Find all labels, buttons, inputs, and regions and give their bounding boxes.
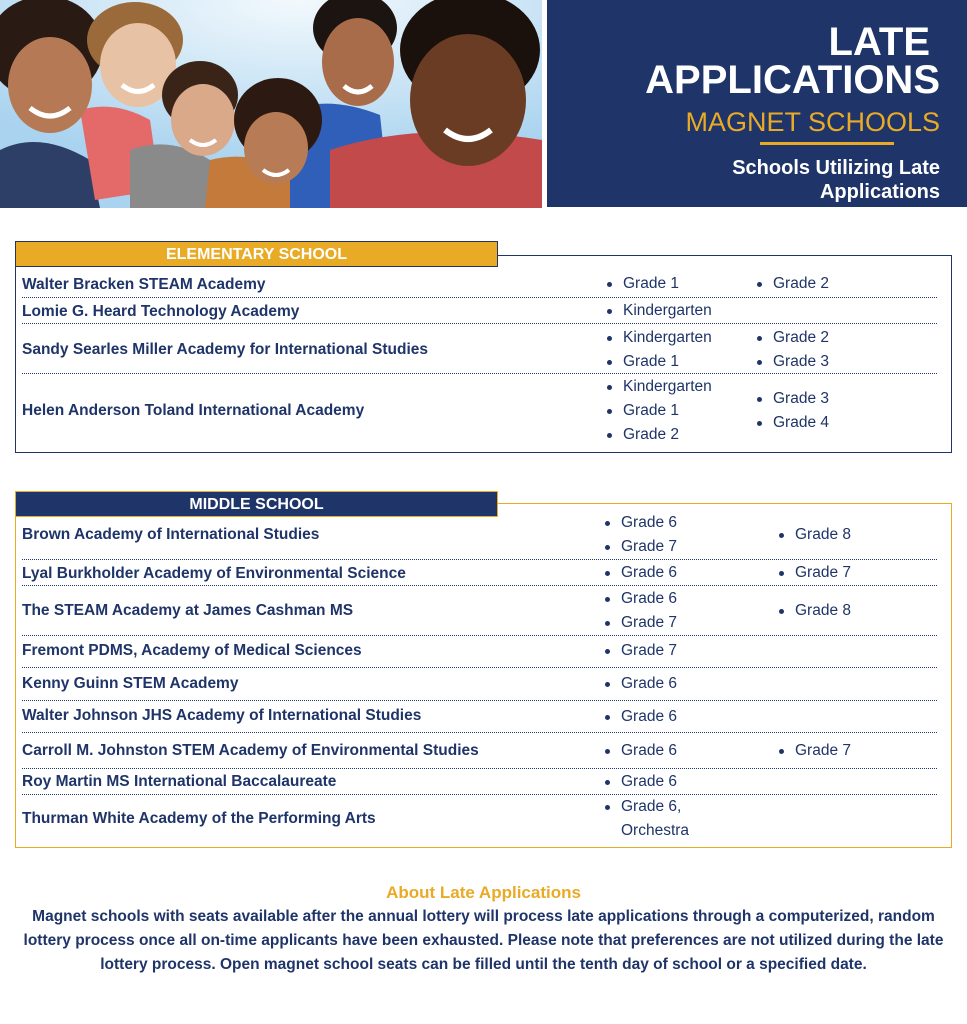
grade-list [777, 739, 851, 763]
grade-list [603, 672, 677, 696]
school-name: Lyal Burkholder Academy of Environmental Science [22, 565, 406, 582]
grade-item: Grade 1 [605, 350, 712, 374]
grade-item: Grade 6 [603, 561, 677, 585]
grade-item: Kindergarten [605, 326, 712, 350]
school-name: Thurman White Academy of the Performing Arts [22, 810, 376, 827]
school-row [22, 769, 937, 795]
grade-item: Grade 2 [605, 423, 712, 447]
grade-list [603, 770, 677, 794]
grade-item: Grade 2 [755, 326, 829, 350]
grade-item: Grade 6 [603, 739, 677, 763]
grade-item: Grade 6 [603, 705, 677, 729]
grade-item: Grade 6 [603, 511, 677, 535]
middle-section-label: MIDDLE SCHOOL [15, 491, 498, 517]
grade-item: Grade 7 [603, 611, 677, 635]
school-name: Carroll M. Johnston STEM Academy of Environmental Studies [22, 742, 479, 759]
grade-item: Grade 7 [603, 639, 677, 663]
grade-list [777, 599, 851, 623]
title-line-1: LATE [828, 20, 930, 64]
tagline: Schools Utilizing Late Applications [732, 157, 940, 203]
grade-list [603, 587, 677, 635]
school-name: The STEAM Academy at James Cashman MS [22, 602, 354, 619]
grade-list [755, 387, 829, 435]
school-name: Lomie G. Heard Technology Academy [22, 303, 300, 320]
school-name: Fremont PDMS, Academy of Medical Sciences [22, 642, 362, 659]
grade-item: Grade 1 [605, 399, 712, 423]
grade-list [777, 561, 851, 585]
grade-item: Grade 7 [777, 561, 851, 585]
school-name: Kenny Guinn STEM Academy [22, 675, 239, 692]
grade-item: Grade 8 [777, 523, 851, 547]
school-row [22, 374, 937, 448]
subtitle-underline [760, 142, 894, 145]
about-title: About Late Applications [386, 883, 581, 902]
school-row [22, 733, 937, 769]
grade-item: Grade 6 [603, 770, 677, 794]
school-row [22, 560, 937, 586]
school-name: Roy Martin MS International Baccalaureate [22, 773, 337, 790]
grade-item: Kindergarten [605, 299, 712, 323]
grade-item: Grade 6, Orchestra [603, 795, 713, 843]
header [0, 0, 967, 208]
grade-list [603, 795, 713, 843]
grade-list [605, 375, 712, 447]
school-name: Walter Johnson JHS Academy of International Studies [22, 707, 422, 724]
school-row [22, 636, 937, 668]
school-name: Helen Anderson Toland International Academy [22, 402, 365, 419]
grade-item: Grade 7 [777, 739, 851, 763]
school-row [22, 272, 937, 298]
about-text: Magnet schools with seats available after the annual lottery will process late applications through a computerized, random lottery process once all on-time applicants have been exhausted. Please note that preferences are not utilized during the late lottery process. Open magnet school seats can be filled until the tenth day of school or a specified date. [23, 908, 944, 973]
school-name: Walter Bracken STEAM Academy [22, 276, 266, 293]
school-row [22, 511, 937, 560]
school-row [22, 668, 937, 701]
grade-list [755, 326, 829, 374]
school-row [22, 324, 937, 374]
grade-list [603, 511, 677, 559]
subtitle: MAGNET SCHOOLS [685, 107, 940, 137]
school-name: Brown Academy of International Studies [22, 526, 320, 543]
school-row [22, 298, 937, 324]
grade-item: Grade 1 [605, 272, 679, 296]
grade-list [605, 272, 679, 296]
school-name: Sandy Searles Miller Academy for International Studies [22, 341, 428, 358]
grade-list [603, 561, 677, 585]
grade-item: Grade 8 [777, 599, 851, 623]
grade-item: Grade 3 [755, 350, 829, 374]
grade-list [605, 326, 712, 374]
grade-item: Kindergarten [605, 375, 712, 399]
grade-item: Grade 6 [603, 587, 677, 611]
children-photo-illustration [0, 0, 542, 208]
grade-list [777, 523, 851, 547]
grade-list [603, 705, 677, 729]
grade-list [605, 299, 712, 323]
grade-item: Grade 3 [755, 387, 829, 411]
grade-list [603, 739, 677, 763]
title-line-2: APPLICATIONS [645, 58, 940, 102]
elementary-section-label: ELEMENTARY SCHOOL [15, 241, 498, 267]
grade-item: Grade 6 [603, 672, 677, 696]
school-row [22, 795, 937, 845]
children-photo [0, 0, 542, 208]
grade-list [755, 272, 829, 296]
school-row [22, 701, 937, 733]
grade-item: Grade 7 [603, 535, 677, 559]
grade-item: Grade 2 [755, 272, 829, 296]
grade-list [603, 639, 677, 663]
school-row [22, 586, 937, 636]
grade-item: Grade 4 [755, 411, 829, 435]
